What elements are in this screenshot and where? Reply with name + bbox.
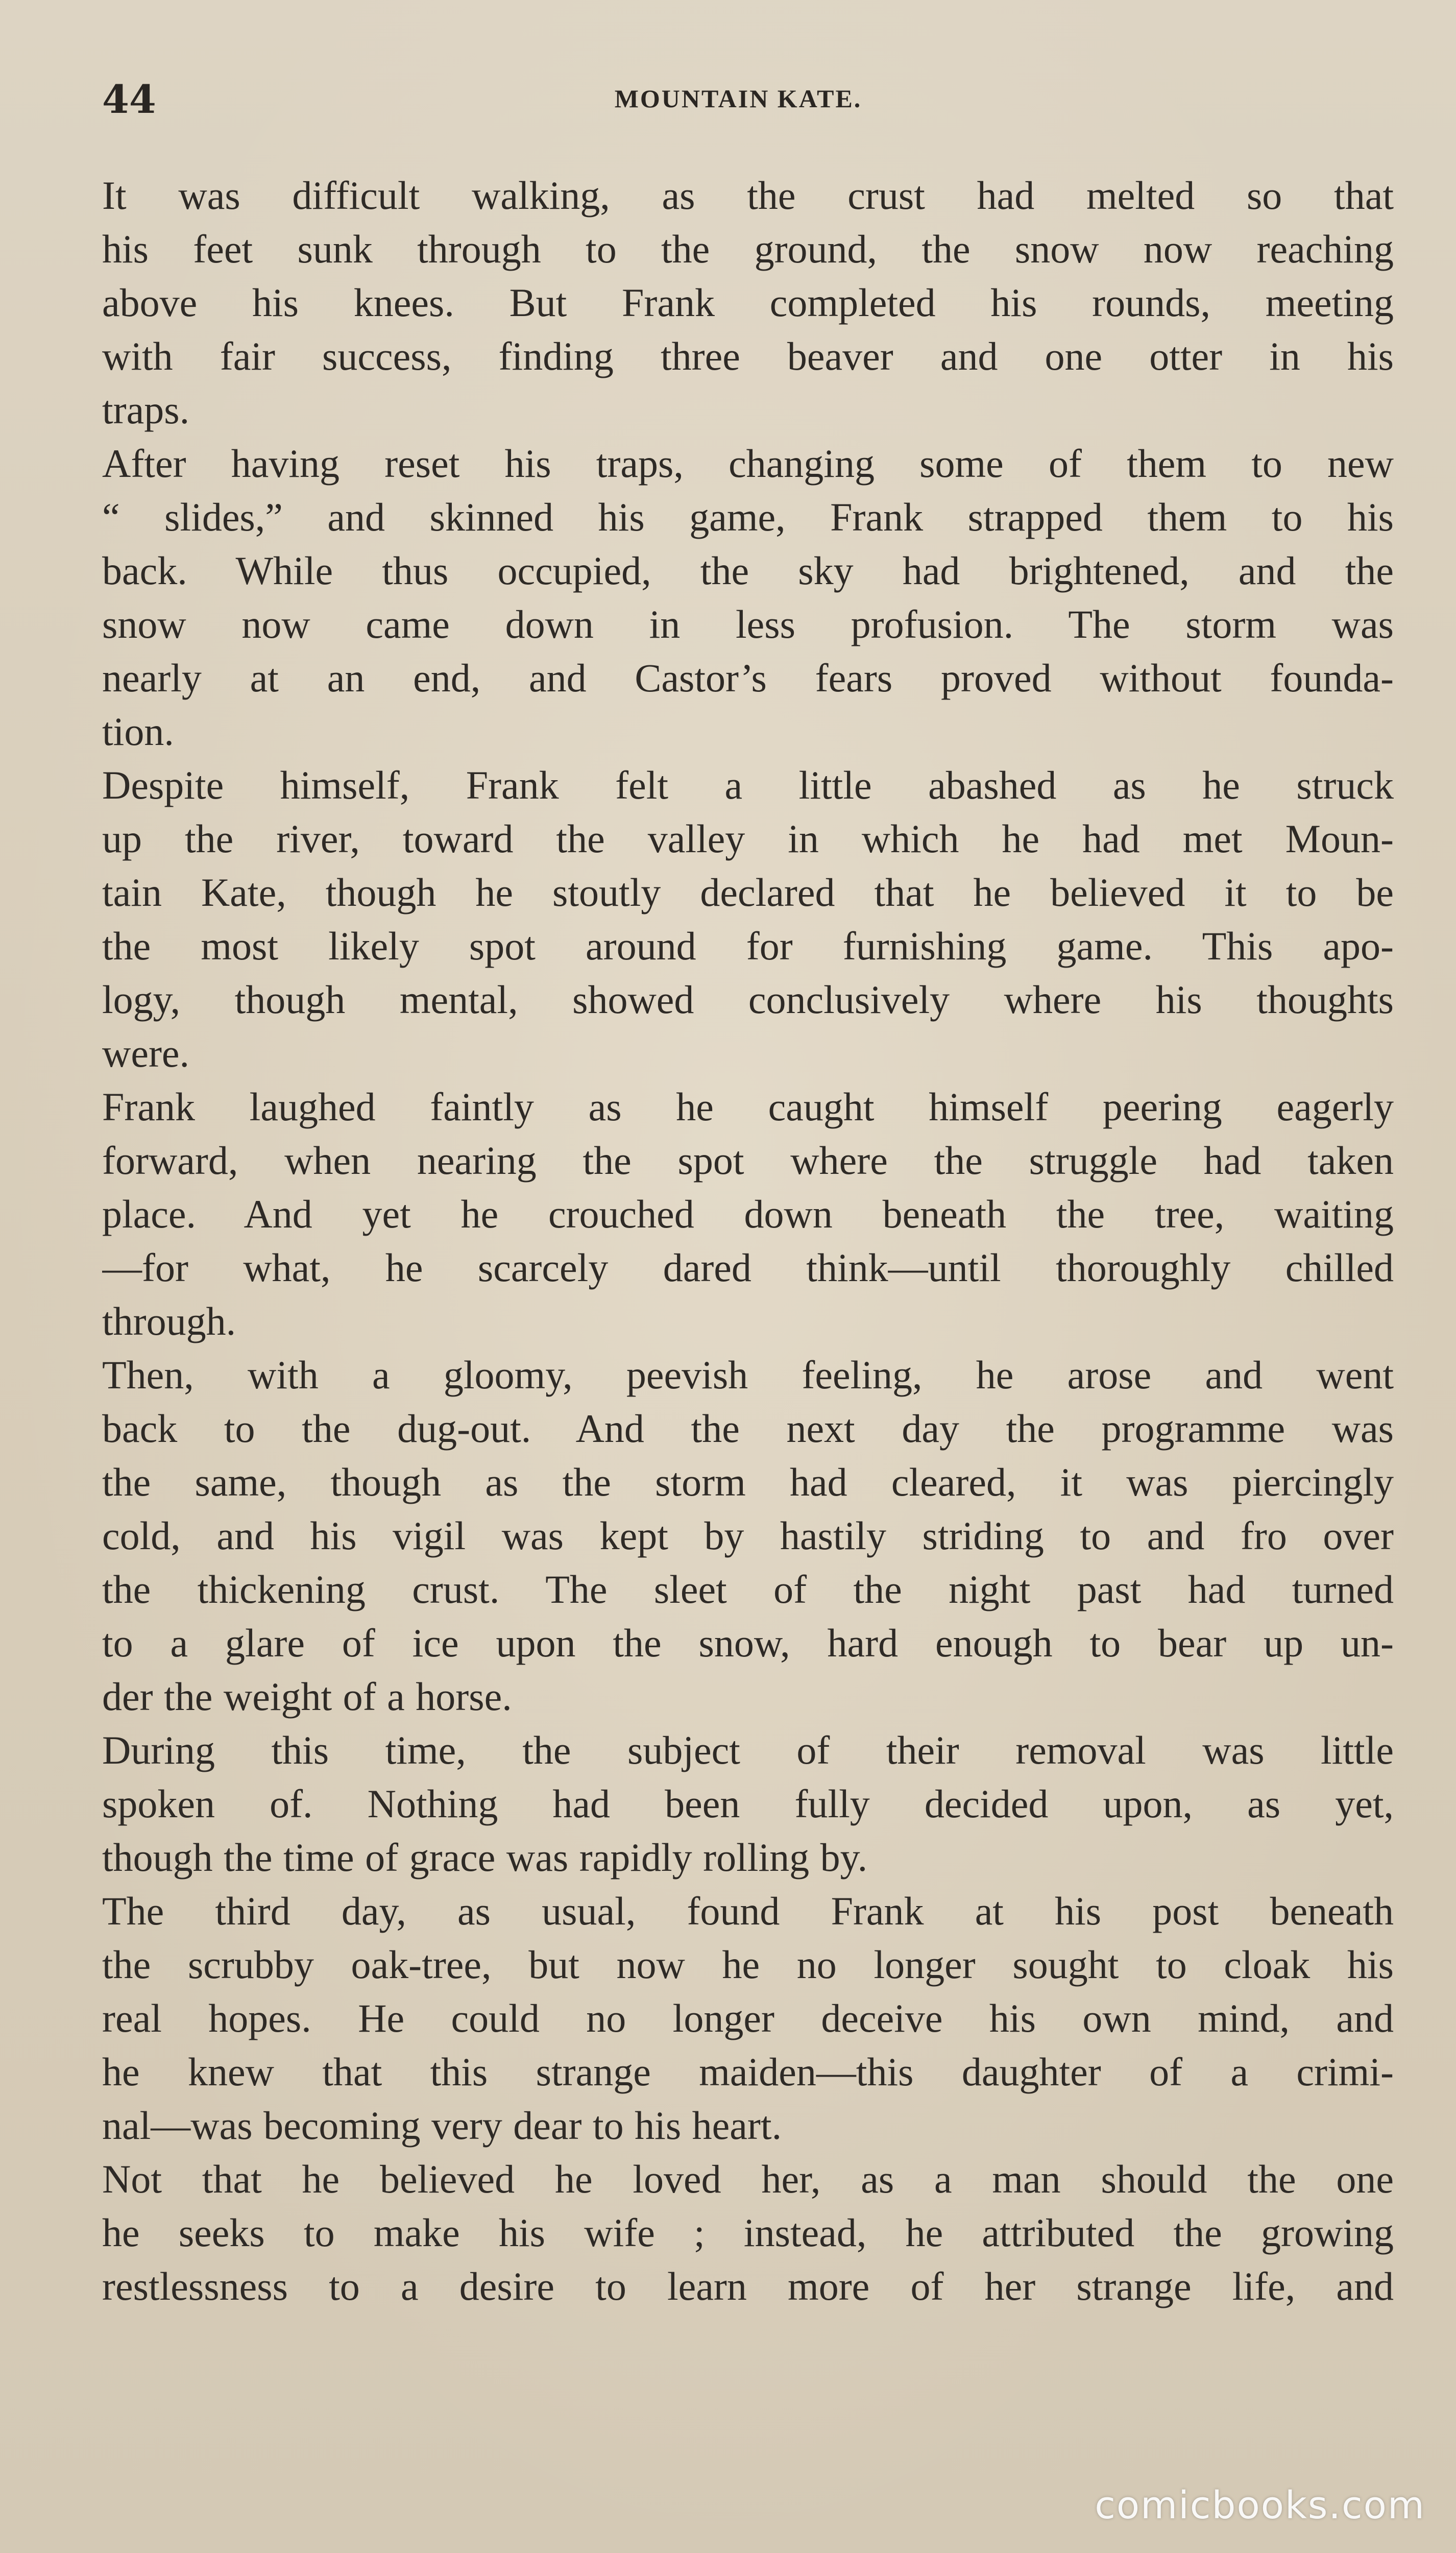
text-line: back to the dug-out. And the next day the programme was: [102, 1406, 1394, 1451]
text-line: through.: [102, 1299, 236, 1343]
paragraph: [102, 1080, 1394, 1348]
text-line: tion.: [102, 709, 174, 754]
page-number: 44: [102, 77, 156, 122]
paragraph: [102, 1884, 1394, 2152]
text-line: the scrubby oak-tree, but now he no longer sought to cloak his: [102, 1942, 1394, 1987]
paragraph: [102, 168, 1394, 437]
text-line: The third day, as usual, found Frank at his post beneath: [102, 1889, 1394, 1933]
text-line: cold, and his vigil was kept by hastily striding to and fro over: [102, 1513, 1394, 1558]
text-line: up the river, toward the valley in which he had met Moun-: [102, 816, 1394, 861]
text-line: he seeks to make his wife ; instead, he attributed the growing: [102, 2210, 1394, 2255]
text-line: tain Kate, though he stoutly declared that he believed it to be: [102, 870, 1394, 914]
text-line: the thickening crust. The sleet of the night past had turned: [102, 1567, 1394, 1611]
text-line: der the weight of a horse.: [102, 1674, 512, 1719]
text-line: nearly at an end, and Castor’s fears proved without founda-: [102, 656, 1394, 700]
paragraph: [102, 1723, 1394, 1884]
text-line: Despite himself, Frank felt a little abashed as he struck: [102, 763, 1394, 807]
paragraph: [102, 758, 1394, 1080]
text-line: logy, though mental, showed conclusively where his thoughts: [102, 977, 1394, 1022]
text-line: After having reset his traps, changing some of them to new: [102, 441, 1394, 486]
text-line: It was difficult walking, as the crust had melted so that: [102, 173, 1394, 218]
text-line: Not that he believed he loved her, as a man should the one: [102, 2157, 1394, 2201]
text-line: with fair success, finding three beaver and one otter in his: [102, 334, 1394, 378]
running-head: [102, 77, 1374, 133]
text-line: above his knees. But Frank completed his rounds, meeting: [102, 280, 1394, 325]
text-line: Frank laughed faintly as he caught himself peering eagerly: [102, 1085, 1394, 1129]
text-line: to a glare of ice upon the snow, hard enough to bear up un-: [102, 1621, 1394, 1665]
text-line: Then, with a gloomy, peevish feeling, he arose and went: [102, 1353, 1394, 1397]
text-line: traps.: [102, 388, 190, 432]
text-line: his feet sunk through to the ground, the snow now reaching: [102, 227, 1394, 271]
text-line: —for what, he scarcely dared think—until thoroughly chilled: [102, 1245, 1394, 1290]
running-title: MOUNTAIN KATE.: [614, 84, 862, 113]
text-line: snow now came down in less profusion. The storm was: [102, 602, 1394, 646]
watermark: comicbooks.com: [1095, 2484, 1425, 2527]
text-line: forward, when nearing the spot where the struggle had taken: [102, 1138, 1394, 1183]
text-line: the same, though as the storm had cleared, it was piercingly: [102, 1460, 1394, 1504]
paragraph: [102, 437, 1394, 758]
text-line: real hopes. He could no longer deceive his own mind, and: [102, 1996, 1394, 2040]
text-line: back. While thus occupied, the sky had brightened, and the: [102, 548, 1394, 593]
text-line: spoken of. Nothing had been fully decided upon, as yet,: [102, 1781, 1394, 1826]
text-line: restlessness to a desire to learn more of her strange life, and: [102, 2264, 1394, 2308]
body-text: [102, 168, 1394, 2313]
text-line: “ slides,” and skinned his game, Frank strapped them to his: [102, 495, 1394, 539]
paragraph: [102, 1348, 1394, 1723]
text-line: he knew that this strange maiden—this daughter of a crimi-: [102, 2050, 1394, 2094]
text-line: place. And yet he crouched down beneath the tree, waiting: [102, 1192, 1394, 1236]
text-line: the most likely spot around for furnishing game. This apo-: [102, 924, 1394, 968]
paragraph: [102, 2152, 1394, 2313]
text-line: nal—was becoming very dear to his heart.: [102, 2103, 782, 2148]
text-line: though the time of grace was rapidly rolling by.: [102, 1835, 868, 1880]
text-line: were.: [102, 1031, 190, 1075]
text-line: During this time, the subject of their removal was little: [102, 1728, 1394, 1772]
